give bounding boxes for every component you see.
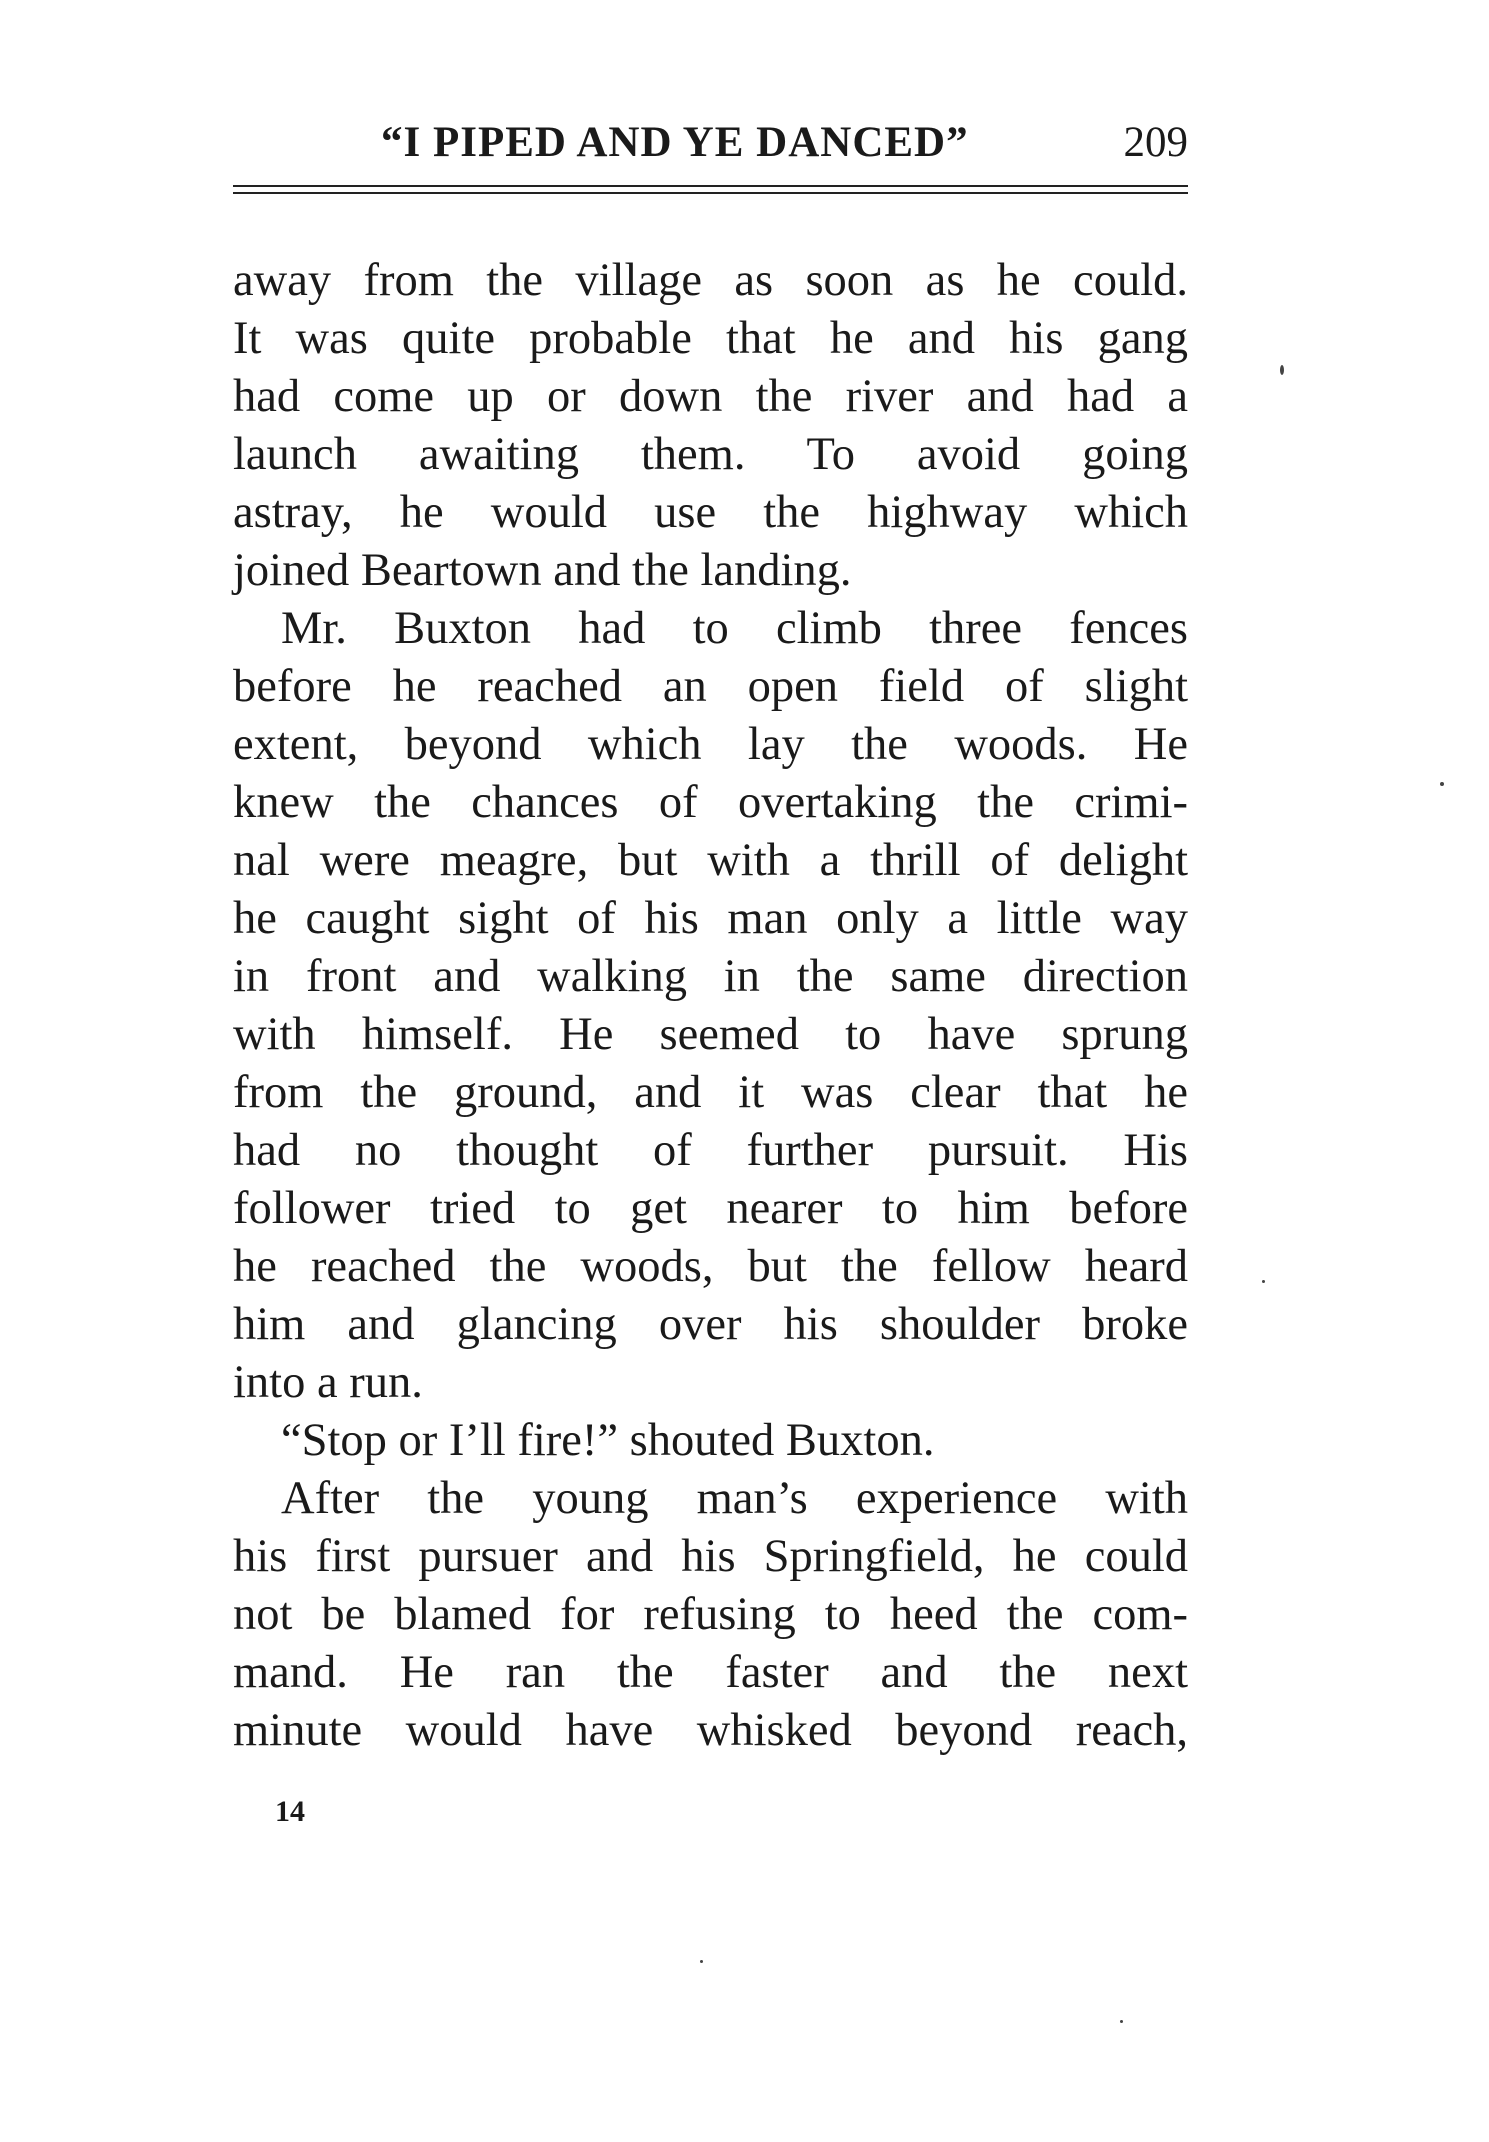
text-line: nal were meagre, but with a thrill of delight	[233, 835, 1188, 886]
scan-speck	[1120, 2020, 1123, 2023]
scan-speck	[1262, 1280, 1265, 1283]
text-line: joined Beartown and the landing.	[233, 545, 852, 596]
text-line: from the ground, and it was clear that he	[233, 1067, 1188, 1118]
text-line: astray, he would use the highway which	[233, 487, 1188, 538]
text-line: with himself. He seemed to have sprung	[233, 1009, 1188, 1060]
text-line: his first pursuer and his Springfield, he could	[233, 1531, 1188, 1582]
text-line: into a run.	[233, 1357, 423, 1408]
body-text	[233, 252, 1188, 1760]
header-rule	[233, 185, 1188, 194]
scan-speck	[1440, 782, 1444, 786]
scan-speck	[700, 1960, 703, 1963]
text-line: launch awaiting them. To avoid going	[233, 429, 1188, 480]
text-line: had no thought of further pursuit. His	[233, 1125, 1188, 1176]
text-line: Mr. Buxton had to climb three fences	[281, 603, 1188, 654]
text-line: After the young man’s experience with	[281, 1473, 1188, 1524]
text-line: It was quite probable that he and his gang	[233, 313, 1188, 364]
text-line: “Stop or I’ll fire!” shouted Buxton.	[281, 1415, 935, 1466]
running-head: “I PIPED AND YE DANCED”	[381, 119, 969, 166]
text-line: in front and walking in the same direction	[233, 951, 1188, 1002]
text-line: him and glancing over his shoulder broke	[233, 1299, 1188, 1350]
page-number: 209	[1123, 119, 1188, 166]
page-header	[233, 118, 1188, 178]
text-line: not be blamed for refusing to heed the com-	[233, 1589, 1188, 1640]
text-line: before he reached an open field of slight	[233, 661, 1188, 712]
text-line: he reached the woods, but the fellow heard	[233, 1241, 1188, 1292]
text-line: knew the chances of overtaking the crimi-	[233, 777, 1188, 828]
signature-mark: 14	[275, 1795, 305, 1828]
text-line: extent, beyond which lay the woods. He	[233, 719, 1188, 770]
text-line: he caught sight of his man only a little way	[233, 893, 1188, 944]
text-line: away from the village as soon as he could.	[233, 255, 1188, 306]
text-line: minute would have whisked beyond reach,	[233, 1705, 1188, 1756]
text-line: follower tried to get nearer to him before	[233, 1183, 1188, 1234]
text-line: had come up or down the river and had a	[233, 371, 1188, 422]
scan-speck	[1280, 365, 1284, 375]
text-line: mand. He ran the faster and the next	[233, 1647, 1188, 1698]
